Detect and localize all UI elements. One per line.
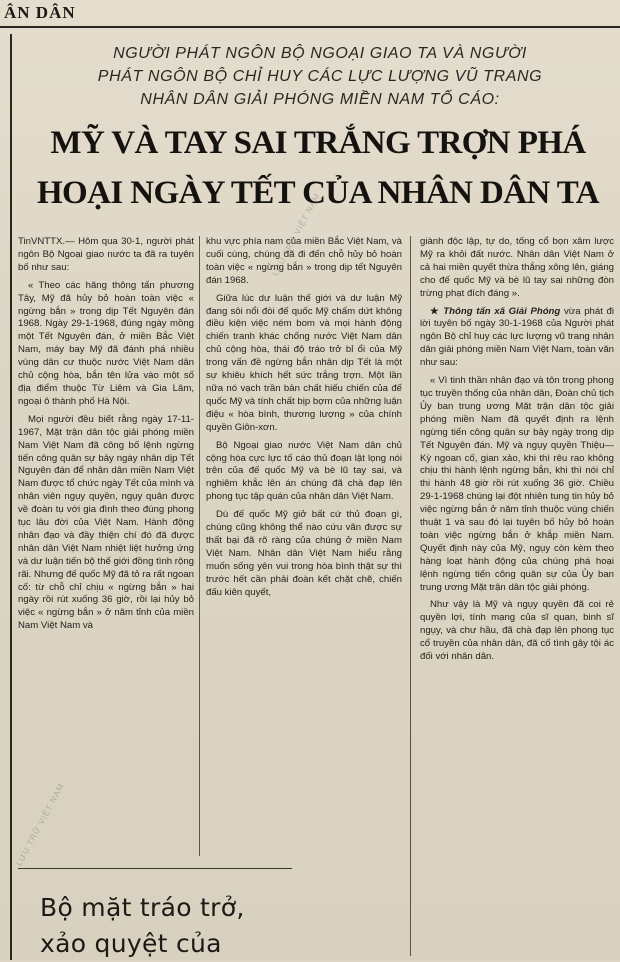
column-paragraph: TinVNTTX.— Hôm qua 30-1, người phát ngôn Bộ Ngoại giao nước ta đã ra tuyên bố như sau:	[18, 236, 194, 273]
column-paragraph: Bộ Ngoại giao nước Việt Nam dân chủ cộng hòa cực lực tố cáo thủ đoạn lật lọng nói trên của đế quốc Mỹ và bè lũ tay sai, và nghiêm khắc lên án chúng đã chà đạp lên phong tục tập quán của nhân dân Việt Nam.	[206, 439, 402, 503]
column-paragraph: « Vì tinh thần nhân đạo và tôn trọng phong tục truyền thống của nhân dân, Đoàn chủ tịch Ủy ban trung ương Mặt trận dân tộc giải phóng miền Nam đã quyết định ra lệnh ngừng tiến công quân sự bảy ngày trong dịp Tết Nguyên đán. Mỹ và ngụy quyền Thiệu—Kỳ ngoan cố, gian xảo, khi thì rêu rao không chịu thi hành lệnh ngừng bắn, khi thì nói chỉ thi hành 48 giờ rồi rút xuống 36 giờ. Chiều 29-1-1968 chúng lại đột nhiên tung tin hủy bỏ việc ngừng bắn ở năm tỉnh thuộc vùng chiến thuật 1 và sau đó lại tuyên bố hủy bỏ hoàn toàn việc ngừng bắn ở khắp miền Nam. Quyết định này của Mỹ, ngụy còn kèm theo hàng loạt hành động của chúng phá hoại lệnh ngừng tiến công quân sự của Ủy ban trung ương Mặt trận dân tộc giải phóng.	[420, 375, 614, 593]
column-paragraph: Dù đế quốc Mỹ giở bất cứ thủ đoạn gì, chúng cũng không thể nào cứu vãn được sự thất bại đã rõ ràng của chúng ở miền Nam Việt Nam. Nhân dân Việt Nam hiểu rằng muốn sống yên vui trong hòa bình thật sự thì trước hết cần phải đoàn kết chặt chẽ, chiến đấu kiên quyết,	[206, 509, 402, 598]
article-column-3	[420, 236, 614, 956]
archive-watermark: LƯU TRỮ VIỆT NAM	[270, 191, 322, 278]
column-paragraph-text: vừa phát đi lời tuyên bố ngày 30-1-1968 của Người phát ngôn Bộ chỉ huy các lực lượng vũ trang nhân dân giải phóng miền Nam Việt Nam, toàn văn như sau:	[420, 305, 614, 369]
column-paragraph: khu vực phía nam của miền Bắc Việt Nam, và cuối cùng, chúng đã đi đến chỗ hủy bỏ hoàn toàn việc « ngừng bắn » trong dịp tết Nguyên đán 1968.	[206, 236, 402, 286]
subhead-line: PHÁT NGÔN BỘ CHỈ HUY CÁC LỰC LƯỢNG VŨ TRANG	[97, 68, 543, 85]
subhead-line: NHÂN DÂN GIẢI PHÓNG MIỀN NAM TỐ CÁO:	[140, 91, 500, 108]
box-title-line: xảo quyệt của	[40, 929, 222, 958]
secondary-article-title	[40, 890, 340, 962]
headline-line: MỸ VÀ TAY SAI TRẮNG TRỢN PHÁ	[50, 125, 586, 161]
masthead-title: ÂN DÂN	[4, 3, 76, 22]
column-paragraph: Giữa lúc dư luận thế giới và dư luận Mỹ đang sôi nổi đòi đế quốc Mỹ chấm dứt không điều kiện việc ném bom và mọi hành động chiến tranh khác chống nước Việt Nam dân chủ cộng hòa, thái độ tráo trở bỉ ổi của Mỹ trong vấn đề ngừng bắn nhân dịp Tết là một sự khiêu khích hết sức trắng trợn. Một lần nữa nó vạch trần bản chất hiếu chiến của đế quốc Mỹ và tính chất bịp bợm của những luận điệu « hòa bình, thương lượng » của chính quyền Giôn-xơn.	[206, 292, 402, 433]
star-icon: ★	[430, 305, 444, 317]
masthead	[0, 0, 620, 28]
left-border-rule	[10, 34, 12, 960]
column-divider	[199, 236, 200, 856]
column-paragraph	[420, 306, 614, 371]
column-paragraph: « Theo các hãng thông tấn phương Tây, Mỹ đã hủy bỏ hoàn toàn việc « ngừng bắn » trong dịp Tết Nguyên đán 1968. Ngày 29-1-1968, đúng ngày mồng một Tết Nguyên đán, ở miền Bắc Việt Nam, máy bay Mỹ đã đánh phá nhiều vùng dân cư thuộc nước Việt Nam dân chủ cộng hòa, bắn tên lửa vào một số địa điểm thuộc Từ Liêm và Gia Lâm, ngoại ô thành phố Hà Nội.	[18, 279, 194, 407]
column-divider	[410, 236, 411, 956]
article-column-1	[18, 236, 194, 856]
article-subhead	[30, 42, 610, 111]
headline-line: HOẠI NGÀY TẾT CỦA NHÂN DÂN TA	[36, 175, 600, 211]
section-divider	[18, 868, 292, 869]
column-paragraph: Như vậy là Mỹ và ngụy quyền đã coi rẻ quyền lợi, tính mạng của sĩ quan, binh sĩ ngụy, và chư hầu, đã chà đạp lên phong tục cổ truyền của nhân dân, đã cố tình gây tội ác đối với nhân dân.	[420, 599, 614, 663]
subhead-line: NGƯỜI PHÁT NGÔN BỘ NGOẠI GIAO TA VÀ NGƯỜI	[113, 45, 527, 62]
archive-watermark: LƯU TRỮ VIỆT NAM	[14, 781, 66, 868]
article-column-2	[206, 236, 402, 926]
box-title-line: Bộ mặt tráo trở,	[40, 893, 245, 922]
column-paragraph: giành độc lập, tự do, tống cổ bọn xâm lược Mỹ ra khỏi đất nước. Nhân dân Việt Nam ở cả hai miền quyết thừa thắng xông lên, giáng cho đế quốc Mỹ và bè lũ tay sai những đòn trừng phạt đích đáng ».	[420, 236, 614, 299]
column-paragraph: Mọi người đều biết rằng ngày 17-11-1967, Mặt trận dân tộc giải phóng miền Nam Việt Nam đã công bố lệnh ngừng tiến công quân sự bảy ngày nhân dịp Tết Nguyên đán để nhân dân miền Nam Việt Nam được tổ chức ngày Tết của mình và nhân viên ngụy quyền, ngụy quân được về đoàn tụ với gia đình theo đúng phong tục lâu đời của Việt Nam. Hành động nhân đạo và đầy thiện chí đó đã được nhân dân Việt Nam nhiệt liệt hưởng ứng và dư luận tiến bộ thế giới đồng tình rộng rãi. Nhưng đế quốc Mỹ đã tỏ ra rất ngoan cố: từ chỗ chỉ chịu « ngừng bắn » hai ngày rồi rút xuống 36 giờ, rồi lại hủy bỏ việc « ngừng bắn » ở năm tỉnh của miền Nam Việt Nam và	[18, 413, 195, 632]
section-lead: Thông tấn xã Giải Phóng	[443, 305, 561, 317]
